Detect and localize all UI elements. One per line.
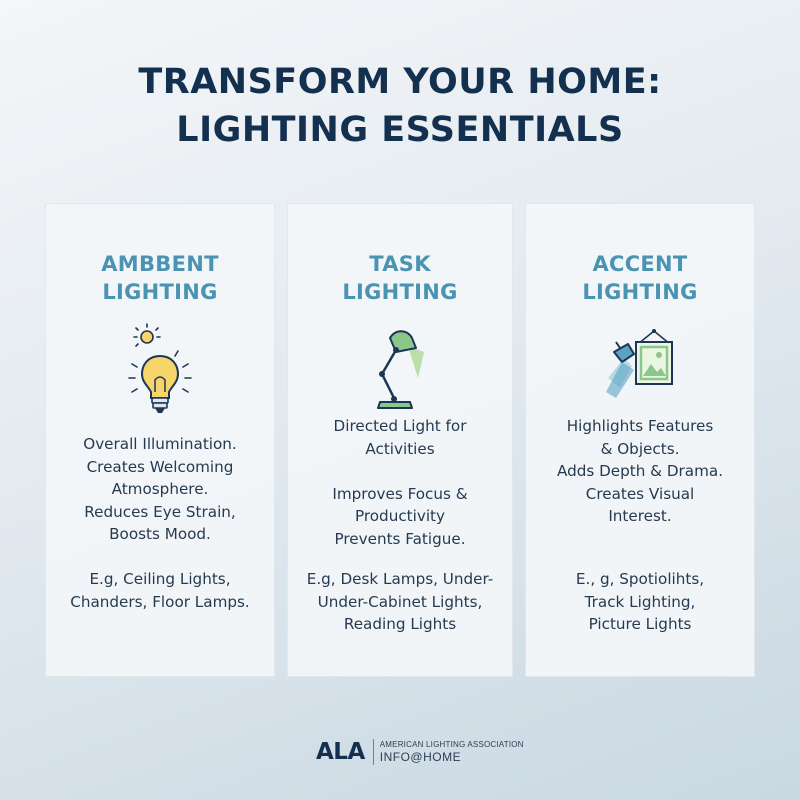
card-heading bbox=[288, 250, 512, 306]
description-line: Creates Welcoming bbox=[86, 457, 234, 476]
examples-line: Picture Lights bbox=[588, 615, 692, 633]
org-name: AMERICAN LIGHTING ASSOCIATION bbox=[379, 740, 524, 749]
desk-lamp-icon bbox=[360, 322, 440, 418]
page-title-line-2: LIGHTING ESSENTIALS bbox=[176, 110, 624, 150]
description-line: Boosts Mood. bbox=[109, 525, 211, 543]
card-ambient-lighting bbox=[45, 203, 275, 677]
card-examples bbox=[526, 568, 754, 636]
description-line: Prevents Fatigue. bbox=[334, 529, 466, 548]
examples-line: E.g, Ceiling Lights, bbox=[89, 570, 231, 588]
examples-line: Under-Cabinet Lights, bbox=[317, 592, 483, 611]
card-heading-line-2: LIGHTING bbox=[582, 280, 698, 304]
org-info bbox=[380, 740, 524, 764]
examples-line: E.g, Desk Lamps, Under- bbox=[306, 570, 494, 588]
description-line: Productivity bbox=[354, 507, 446, 525]
description-line: Creates Visual bbox=[585, 484, 695, 503]
description-line: Improves Focus & bbox=[332, 484, 468, 503]
footer-divider bbox=[373, 739, 374, 765]
description-line: Overall Illumination. bbox=[83, 435, 237, 453]
card-description bbox=[288, 415, 512, 550]
description-line bbox=[288, 460, 512, 483]
ala-logo: ALA bbox=[316, 739, 365, 765]
description-line: Highlights Features bbox=[566, 417, 714, 435]
page-title bbox=[0, 58, 800, 154]
card-heading-line-2: LIGHTING bbox=[102, 280, 218, 304]
description-line: Directed Light for bbox=[333, 417, 467, 435]
description-line: Reduces Eye Strain, bbox=[84, 502, 236, 521]
card-task-lighting bbox=[287, 203, 513, 677]
light-bulb-sun-icon bbox=[120, 322, 200, 418]
card-heading-line-1: ACCENT bbox=[592, 252, 688, 276]
card-heading-line-1: AMBBENT bbox=[101, 252, 219, 276]
footer bbox=[316, 737, 524, 767]
examples-line: Chanders, Floor Lamps. bbox=[70, 592, 250, 611]
card-heading bbox=[46, 250, 274, 306]
card-accent-lighting bbox=[525, 203, 755, 677]
description-line: Interest. bbox=[608, 507, 672, 525]
org-subtitle: INFO@HOME bbox=[379, 750, 462, 764]
page-title-line-1: TRANSFORM YOUR HOME: bbox=[138, 62, 662, 102]
card-heading-line-1: TASK bbox=[369, 252, 431, 276]
description-line: & Objects. bbox=[600, 439, 680, 458]
examples-line: Track Lighting, bbox=[584, 592, 696, 611]
card-examples bbox=[46, 568, 274, 613]
card-heading-line-2: LIGHTING bbox=[342, 280, 458, 304]
description-line: Atmosphere. bbox=[111, 480, 209, 498]
examples-line: Reading Lights bbox=[343, 615, 457, 633]
description-line: Activities bbox=[365, 439, 435, 458]
card-description bbox=[526, 415, 754, 528]
card-heading bbox=[526, 250, 754, 306]
description-line: Adds Depth & Drama. bbox=[556, 462, 724, 480]
spotlight-picture-icon bbox=[600, 322, 680, 418]
card-examples bbox=[288, 568, 512, 636]
card-description bbox=[46, 433, 274, 546]
examples-line: E., g, Spotiolihts, bbox=[575, 570, 705, 588]
